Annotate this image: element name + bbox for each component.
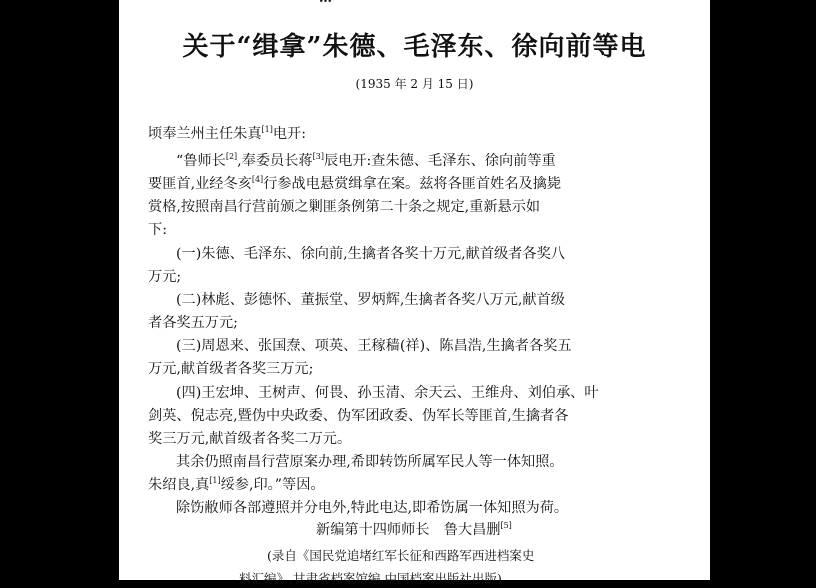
source-citation-line: (录自《国民党追堵红军长征和西路军西进档案史 [267,548,535,563]
footnote-marker: [3] [312,152,324,161]
footnote-marker: [4] [251,175,264,184]
list-item-4-line: 剑英、倪志亮,暨伪中央政委、伪军团政委、伪军长等匪首,生擒者各 [148,408,569,424]
list-item-3-line: (三)周恩来、张国焘、项英、王稼穑(祥)、陈昌浩,生擒者各奖五 [176,338,572,354]
list-item-2-line: 者各奖五万元; [148,315,238,331]
document-title: 关于“缉拿”朱德、毛泽东、徐向前等电 [182,32,647,62]
paragraph-line: 朱绍良,真[1]绥参,印。”等因。 [148,476,325,493]
list-item-2-line: (二)林彪、彭德怀、董振堂、罗炳辉,生擒者各奖八万元,献首级 [176,292,565,308]
document-page [119,0,710,586]
paragraph-line: 其余仍照南昌行营原案办理,希即转饬所属军民人等一体知照。 [176,454,564,470]
paragraph-line: 赏格,按照南昌行营前颁之剿匪条例第二十条之规定,重新悬示如 [148,199,541,215]
list-item-1-line: 万元; [148,269,182,285]
cut-off-header [319,0,509,5]
footnote-marker: [2] [225,152,238,161]
list-item-1-line: (一)朱德、毛泽东、徐向前,生擒者各奖十万元,献首级者各奖八 [176,246,565,262]
list-item-3-line: 万元,献首级者各奖三万元; [148,361,314,377]
footnote-marker: [1] [209,476,221,485]
paragraph-line: 下: [148,222,167,238]
footnote-marker: [1] [261,125,273,134]
paragraph-line: “鲁师长[2],奉委员长蒋[3]辰电开:查朱德、毛泽东、徐向前等重 [176,152,556,169]
list-item-4-line: (四)王宏坤、王树声、何畏、孙玉清、余天云、王维舟、刘伯承、叶 [176,385,599,401]
closing-line: 除饬敝师各部遵照并分电外,特此电达,即希饬属一体知照为荷。 [176,500,569,516]
document-date: (1935 年 2 月 15 日) [355,77,474,91]
addressee-line: 顷奉兰州主任朱真[1]电开: [148,125,307,142]
source-citation-line: 料汇编》,甘肃省档案馆编,中国档案出版社出版) [239,571,502,586]
paragraph-line: 要匪首,业经冬亥[4]行参战电悬赏缉拿在案。兹将各匪首姓名及擒毙 [148,175,562,192]
signature-line: 新编第十四师师长 鲁大昌删[5] [316,521,512,538]
footnote-marker: [5] [500,521,512,530]
list-item-4-line: 奖三万元,献首级者各奖二万元。 [148,431,352,447]
